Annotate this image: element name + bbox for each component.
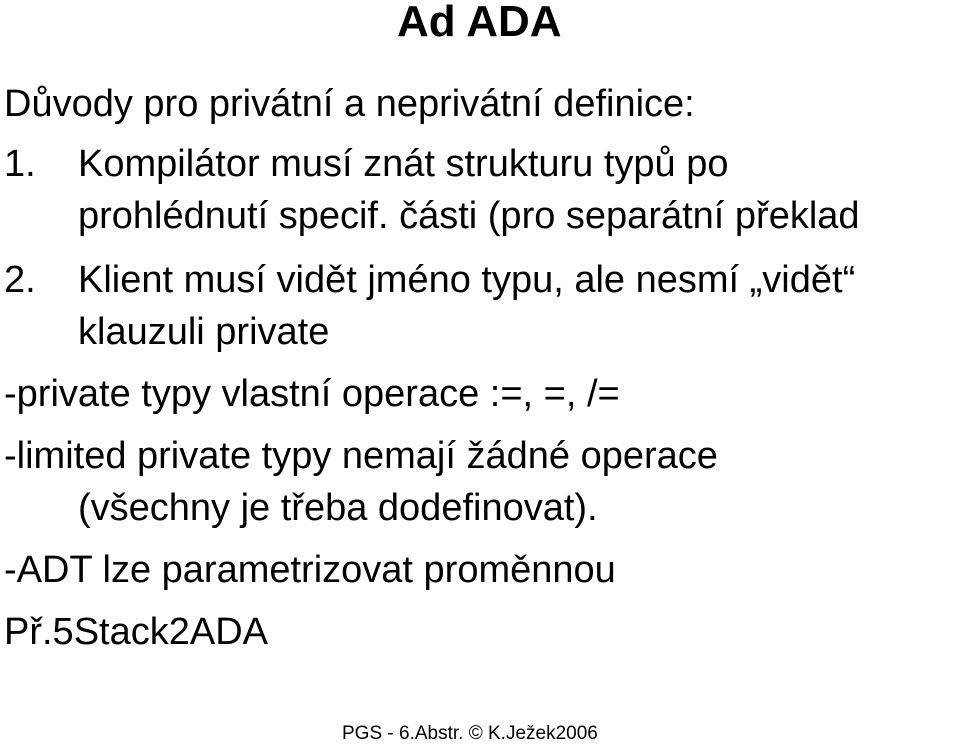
intro-text: Důvody pro privátní a neprivátní definice: [4,83,695,125]
reason-2-line-2: klauzuli private [78,311,330,353]
example-reference: Př.5Stack2ADA [4,611,268,653]
slide-footer: PGS - 6.Abstr. © K.Ježek2006 [342,723,598,744]
slide-title: Ad ADA [397,0,562,46]
adt-note: -ADT lze parametrizovat proměnnou [4,549,616,591]
reason-1-line-1: Kompilátor musí znát strukturu typů po [78,143,729,185]
reason-2-line-1: Klient musí vidět jméno typu, ale nesmí „vidět“ [78,259,856,301]
reason-number-1: 1. [4,143,36,185]
private-ops-note: -private typy vlastní operace :=, =, /= [4,373,620,415]
limited-private-note-cont: (všechny je třeba dodefinovat). [78,487,598,529]
reason-1-line-2: prohlédnutí specif. části (pro separátní překlad [78,195,860,237]
reason-number-2: 2. [4,259,36,301]
limited-private-note: -limited private typy nemají žádné operace [4,435,718,477]
